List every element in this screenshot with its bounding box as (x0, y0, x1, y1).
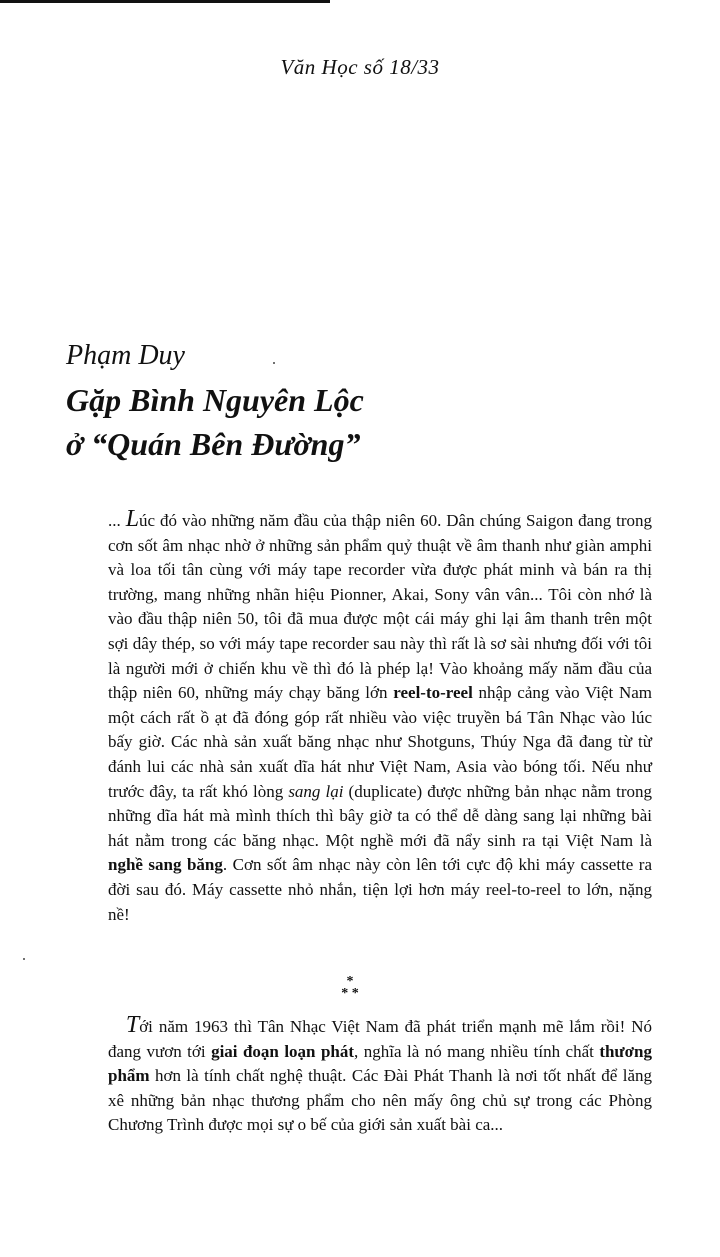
paragraph-2-text (108, 1012, 652, 1138)
bold-term: giai đoạn loạn phát (211, 1041, 355, 1061)
bold-term: nghề sang băng (108, 855, 223, 875)
title-line-1: Gặp Bình Nguyên Lộc (66, 382, 364, 418)
text-run: , nghĩa là nó mang nhiều tính chất (354, 1041, 600, 1061)
paragraph-2 (108, 1012, 652, 1138)
drop-letter: L (125, 506, 140, 532)
text-run: nhập cảng vào Việt Nam một cách rất ồ ạt đã đóng góp rất nhiều vào việc truyền bá Tân Nhạc vào lúc bấy giờ. Các nhà sản xuất băng nhạc như Shotguns, Thúy Nga đã đang từ từ đánh lui các nhà sản xuất dĩa hát như Việt Nam, Asia vào bóng tối. Nếu như trước đây, ta rất khó lòng (108, 683, 652, 801)
bold-term: reel-to-reel (393, 683, 473, 703)
paragraph-1-text (108, 506, 652, 927)
title-line-2: ở “Quán Bên Đường” (66, 426, 361, 462)
lead-ellipsis: ... (108, 511, 126, 530)
article-title (66, 378, 364, 466)
section-separator (330, 976, 370, 1006)
text-run: hơn là tính chất nghệ thuật. Các Đài Phát Thanh là nơi tốt nhất để lăng xê những bản nhạc thương phẩm cho nên mấy ông chủ sự trong các Phòng Chương Trình được mọi sự o bế của giới sản xuất bài ca... (108, 1066, 652, 1135)
speck (23, 958, 25, 960)
running-head: Văn Học số 18/33 (280, 55, 440, 79)
speck (273, 362, 275, 364)
drop-letter: T (125, 1012, 140, 1038)
separator-star-top: * (346, 974, 354, 989)
italic-term: sang lại (288, 781, 344, 801)
text-run: (duplicate) được những bản nhạc nằm trong những dĩa hát mà mình thích thì bây giờ ta có thể dễ dàng sang lại những bài hát nằm trong các băng nhạc. Một nghề mới đã nẩy sinh ra tại Việt Nam là (108, 781, 652, 850)
article-author: Phạm Duy (66, 340, 185, 371)
text-run: úc đó vào những năm đầu của thập niên 60. Dân chúng Saigon đang trong cơn sốt âm nhạc nhờ ở những sản phẩm quỷ thuật về âm thanh như giàn amphi và loa tối tân cùng với máy tape recorder vừa được phát minh và bán ra thị trường, mang những nhãn hiệu Pionner, Akai, Sony vân vân... Tôi còn nhớ là vào đầu thập niên 50, tôi đã mua được một cái máy ghi lại âm thanh trên một sợi dây thép, so với máy tape recorder sau này thì rất là sơ sài nhưng đối với tôi là người mới ở chiến khu về thì đó là phép lạ! Vào khoảng mấy năm đầu của thập niên 60, những máy chạy băng lớn (108, 511, 652, 703)
text-run: ới năm 1963 thì Tân Nhạc Việt Nam đã phát triển mạnh mẽ lắm rồi! Nó đang vươn tới (108, 1017, 652, 1061)
separator-star-bottom: * * (341, 986, 359, 1001)
top-rule (0, 0, 330, 3)
text-run: . Cơn sốt âm nhạc này còn lên tới cực độ khi máy cassette ra đời sau đó. Máy cassette nhỏ nhắn, tiện lợi hơn máy reel-to-reel to lớn, nặng nề! (108, 855, 652, 924)
bold-term: thương phẩm (108, 1041, 652, 1086)
paragraph-1 (108, 506, 652, 927)
